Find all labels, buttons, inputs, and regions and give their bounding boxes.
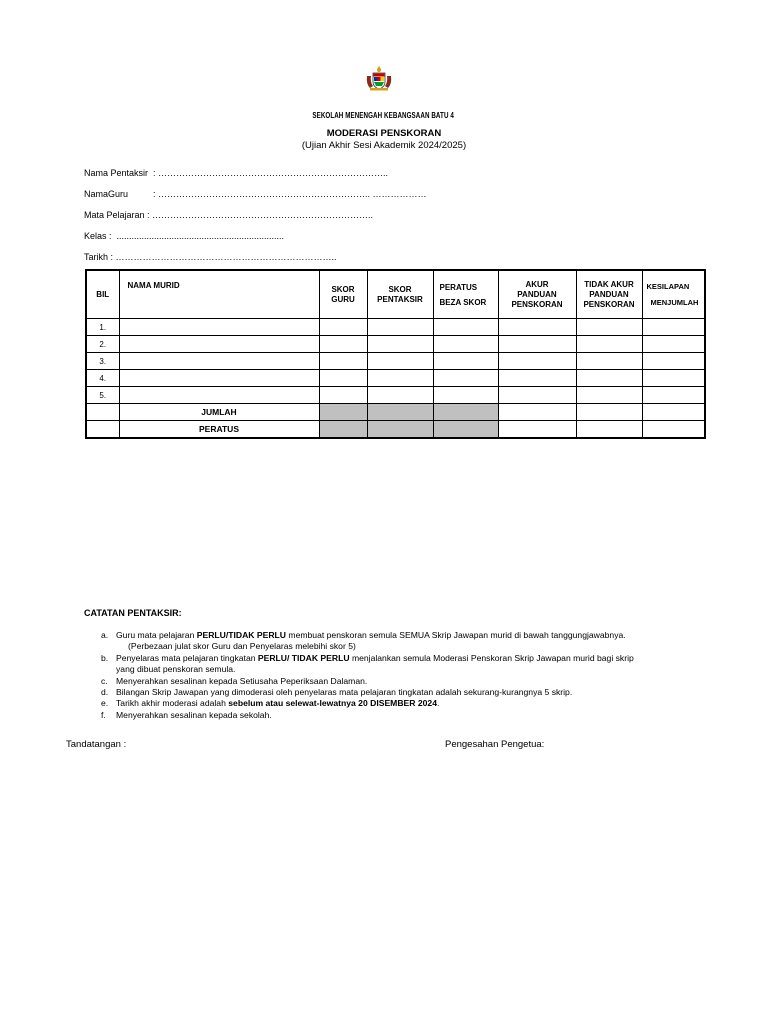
document-title: MODERASI PENSKORAN	[326, 128, 442, 139]
header-kesilapan-menjumlah: KESILAPAN MENJUMLAH	[642, 270, 705, 319]
jumlah-label: JUMLAH	[119, 404, 319, 421]
header-skor-pentaksir: SKOR PENTAKSIR	[367, 270, 433, 319]
row-number: 1.	[86, 319, 119, 336]
table-row	[86, 353, 705, 370]
table-header-row	[86, 270, 705, 319]
header-bil: BIL	[86, 270, 119, 319]
field-tarikh: Tarikh : ………………………………………………………………..	[84, 252, 337, 262]
crest-logo-icon	[364, 64, 394, 92]
row-number: 4.	[86, 370, 119, 387]
notes-list	[101, 630, 696, 721]
field-nama-pentaksir: Nama Pentaksir : …………………………………………………………………..	[84, 168, 389, 178]
document-subtitle: (Ujian Akhir Sesi Akademik 2024/2025)	[301, 140, 467, 151]
row-number: 3.	[86, 353, 119, 370]
header-peratus-beza-skor: PERATUS BEZA SKOR	[433, 270, 498, 319]
signature-label: Tandatangan :	[66, 739, 127, 750]
field-nama-guru: NamaGuru : …………………………………………………………….. ………………	[84, 189, 427, 199]
list-item: b. Penyelaras mata pelajaran tingkatan PERLU/ TIDAK PERLU menjalankan semula Moderasi Penskoran Skrip Jawapan murid bagi skrip yang dibuat penskoran semula.	[101, 652, 634, 675]
table-row	[86, 336, 705, 353]
field-kelas: Kelas : ...................................................................	[84, 231, 285, 241]
field-mata-pelajaran: Mata Pelajaran : ………………………………………………………………..	[84, 210, 374, 220]
school-name: SEKOLAH MENENGAH KEBANGSAAN BATU 4	[312, 111, 454, 120]
table-row	[86, 370, 705, 387]
header-skor-guru: SKOR GURU	[319, 270, 367, 319]
jumlah-row	[86, 404, 705, 421]
row-number: 5.	[86, 387, 119, 404]
header-nama-murid: NAMA MURID	[119, 270, 319, 319]
table-row	[86, 387, 705, 404]
moderation-table	[85, 269, 706, 439]
principal-approval-label: Pengesahan Pengetua:	[445, 739, 545, 750]
list-item: a. Guru mata pelajaran PERLU/TIDAK PERLU membuat penskoran semula SEMUA Skrip Jawapan murid di bawah tanggungjawabnya. (Perbezaan julat skor Guru dan Penyelaras melebihi skor 5)	[101, 630, 626, 652]
list-item: f. Menyerahkan sesalinan kepada sekolah.	[101, 709, 272, 720]
row-number: 2.	[86, 336, 119, 353]
header-akur-panduan: AKUR PANDUAN PENSKORAN	[498, 270, 576, 319]
list-item: e. Tarikh akhir moderasi adalah sebelum atau selewat-lewatnya 20 DISEMBER 2024.	[101, 698, 440, 709]
notes-title: CATATAN PENTAKSIR:	[84, 608, 182, 618]
peratus-row	[86, 421, 705, 439]
table-row	[86, 319, 705, 336]
peratus-label: PERATUS	[119, 421, 319, 439]
header-tidak-akur-panduan: TIDAK AKUR PANDUAN PENSKORAN	[576, 270, 642, 319]
list-item: c. Menyerahkan sesalinan kepada Setiusaha Peperiksaan Dalaman.	[101, 675, 368, 686]
list-item: d. Bilangan Skrip Jawapan yang dimoderasi oleh penyelaras mata pelajaran tingkatan adalah sekurang-kurangnya 5 skrip.	[101, 687, 573, 698]
